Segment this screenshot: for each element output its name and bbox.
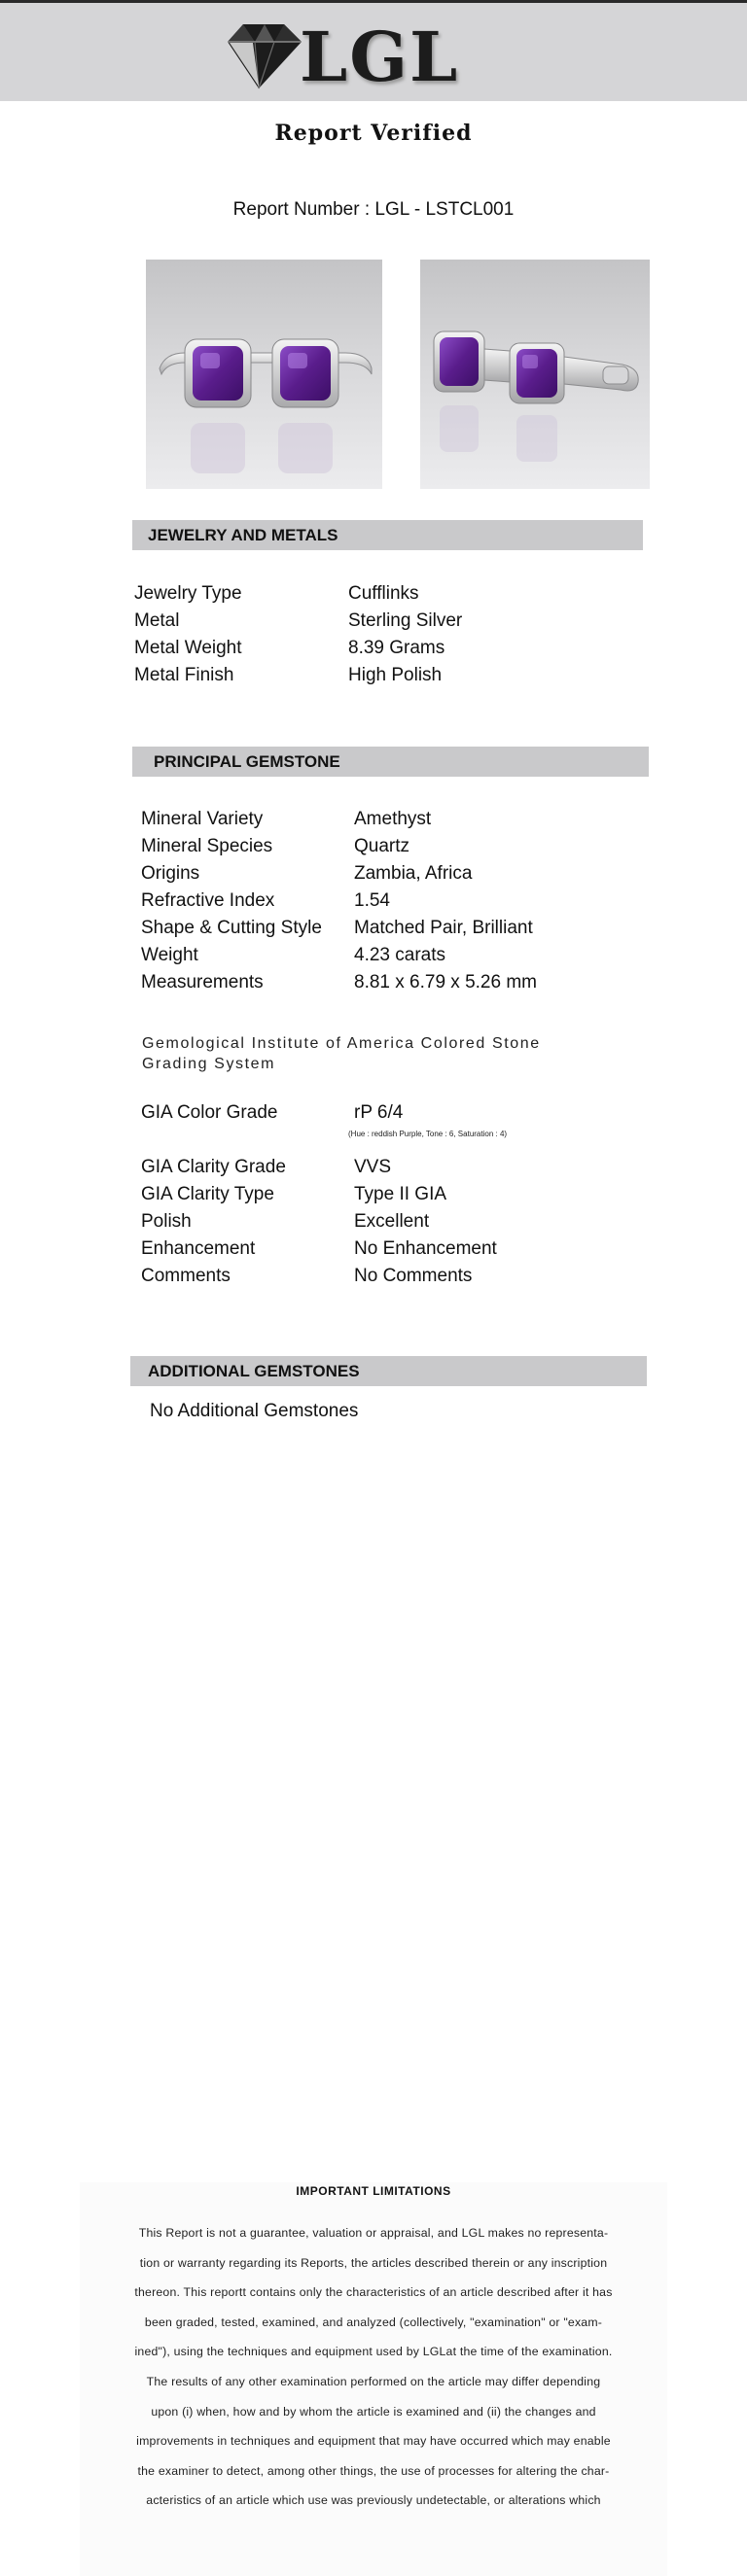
origins-value: Zambia, Africa [354,863,473,884]
limitations-line: the examiner to detect, among other things, the use of processes for altering the char- [137,2463,610,2478]
origins-label: Origins [141,863,200,884]
metal-finish-value: High Polish [348,665,443,685]
refractive-index-value: 1.54 [354,890,390,911]
limitations-line: improvements in techniques and equipment that may have occurred which may enable [136,2434,611,2449]
metal-weight-label: Metal Weight [134,638,242,658]
limitations-line: This Report is not a guarantee, valuation or appraisal, and LGL makes no representa- [138,2226,609,2240]
section-header-jewelry: JEWELRY AND METALS [132,520,643,550]
metal-weight-value: 8.39 Grams [348,638,445,658]
section-header-principal: PRINCIPAL GEMSTONE [132,747,649,777]
jewelry-type-value: Cufflinks [348,583,419,604]
shape-cutting-label: Shape & Cutting Style [141,918,322,938]
jewelry-type-label: Jewelry Type [134,583,242,604]
weight-value: 4.23 carats [354,945,445,965]
gia-clarity-grade-label: GIA Clarity Grade [141,1157,286,1177]
product-photo-front [146,260,382,489]
limitations-line: acteristics of an article which use was previously undetectable, or alterations which [146,2493,601,2508]
shape-cutting-value: Matched Pair, Brilliant [354,918,533,938]
diamond-icon [226,17,303,92]
lgl-logo [226,17,479,97]
section-header-additional: ADDITIONAL GEMSTONES [130,1356,647,1386]
comments-value: No Comments [354,1266,473,1286]
limitations-heading: IMPORTANT LIMITATIONS [296,2184,451,2198]
mineral-species-value: Quartz [354,836,410,856]
color-grade-note: (Hue : reddish Purple, Tone : 6, Saturation : 4) [348,1130,508,1138]
limitations-line: The results of any other examination performed on the article may differ depending [146,2374,601,2388]
limitations-line: thereon. This reportt contains only the characteristics of an article described after it has [134,2285,613,2300]
enhancement-value: No Enhancement [354,1238,497,1259]
limitations-line: ined"), using the techniques and equipment used by LGLat the time of the examination. [134,2345,613,2359]
gia-clarity-grade-value: VVS [354,1157,392,1177]
logo-text: LGL [300,17,460,97]
mineral-variety-value: Amethyst [354,809,432,829]
product-photo-side [420,260,650,489]
limitations-line: tion or warranty regarding its Reports, the articles described therein or any inscription [139,2255,608,2270]
metal-finish-label: Metal Finish [134,665,234,685]
limitations-body [99,2218,648,2516]
polish-label: Polish [141,1211,192,1232]
gia-clarity-type-label: GIA Clarity Type [141,1184,274,1204]
header-banner [0,0,747,101]
weight-label: Weight [141,945,198,965]
refractive-index-label: Refractive Index [141,890,275,911]
metal-label: Metal [134,610,180,631]
page-title: Report Verified [274,121,473,146]
measurements-value: 8.81 x 6.79 x 5.26 mm [354,972,537,992]
metal-value: Sterling Silver [348,610,463,631]
limitations-line: been graded, tested, examined, and analyzed (collectively, "examination" or "exam- [144,2315,603,2329]
gia-clarity-type-value: Type II GIA [354,1184,447,1204]
polish-value: Excellent [354,1211,430,1232]
limitations-line: upon (i) when, how and by whom the article is examined and (ii) the changes and [151,2404,596,2419]
enhancement-label: Enhancement [141,1238,256,1259]
additional-gemstones-text: No Additional Gemstones [150,1401,359,1421]
gia-grading-system-title: Gemological Institute of America Colored Stone Grading System [142,1035,541,1072]
mineral-species-label: Mineral Species [141,836,273,856]
measurements-label: Measurements [141,972,264,992]
gia-color-grade-value: rP 6/4 [354,1102,404,1123]
mineral-variety-label: Mineral Variety [141,809,264,829]
gia-color-grade-label: GIA Color Grade [141,1102,278,1123]
report-number: Report Number : LGL - LSTCL001 [232,199,515,220]
comments-label: Comments [141,1266,231,1286]
